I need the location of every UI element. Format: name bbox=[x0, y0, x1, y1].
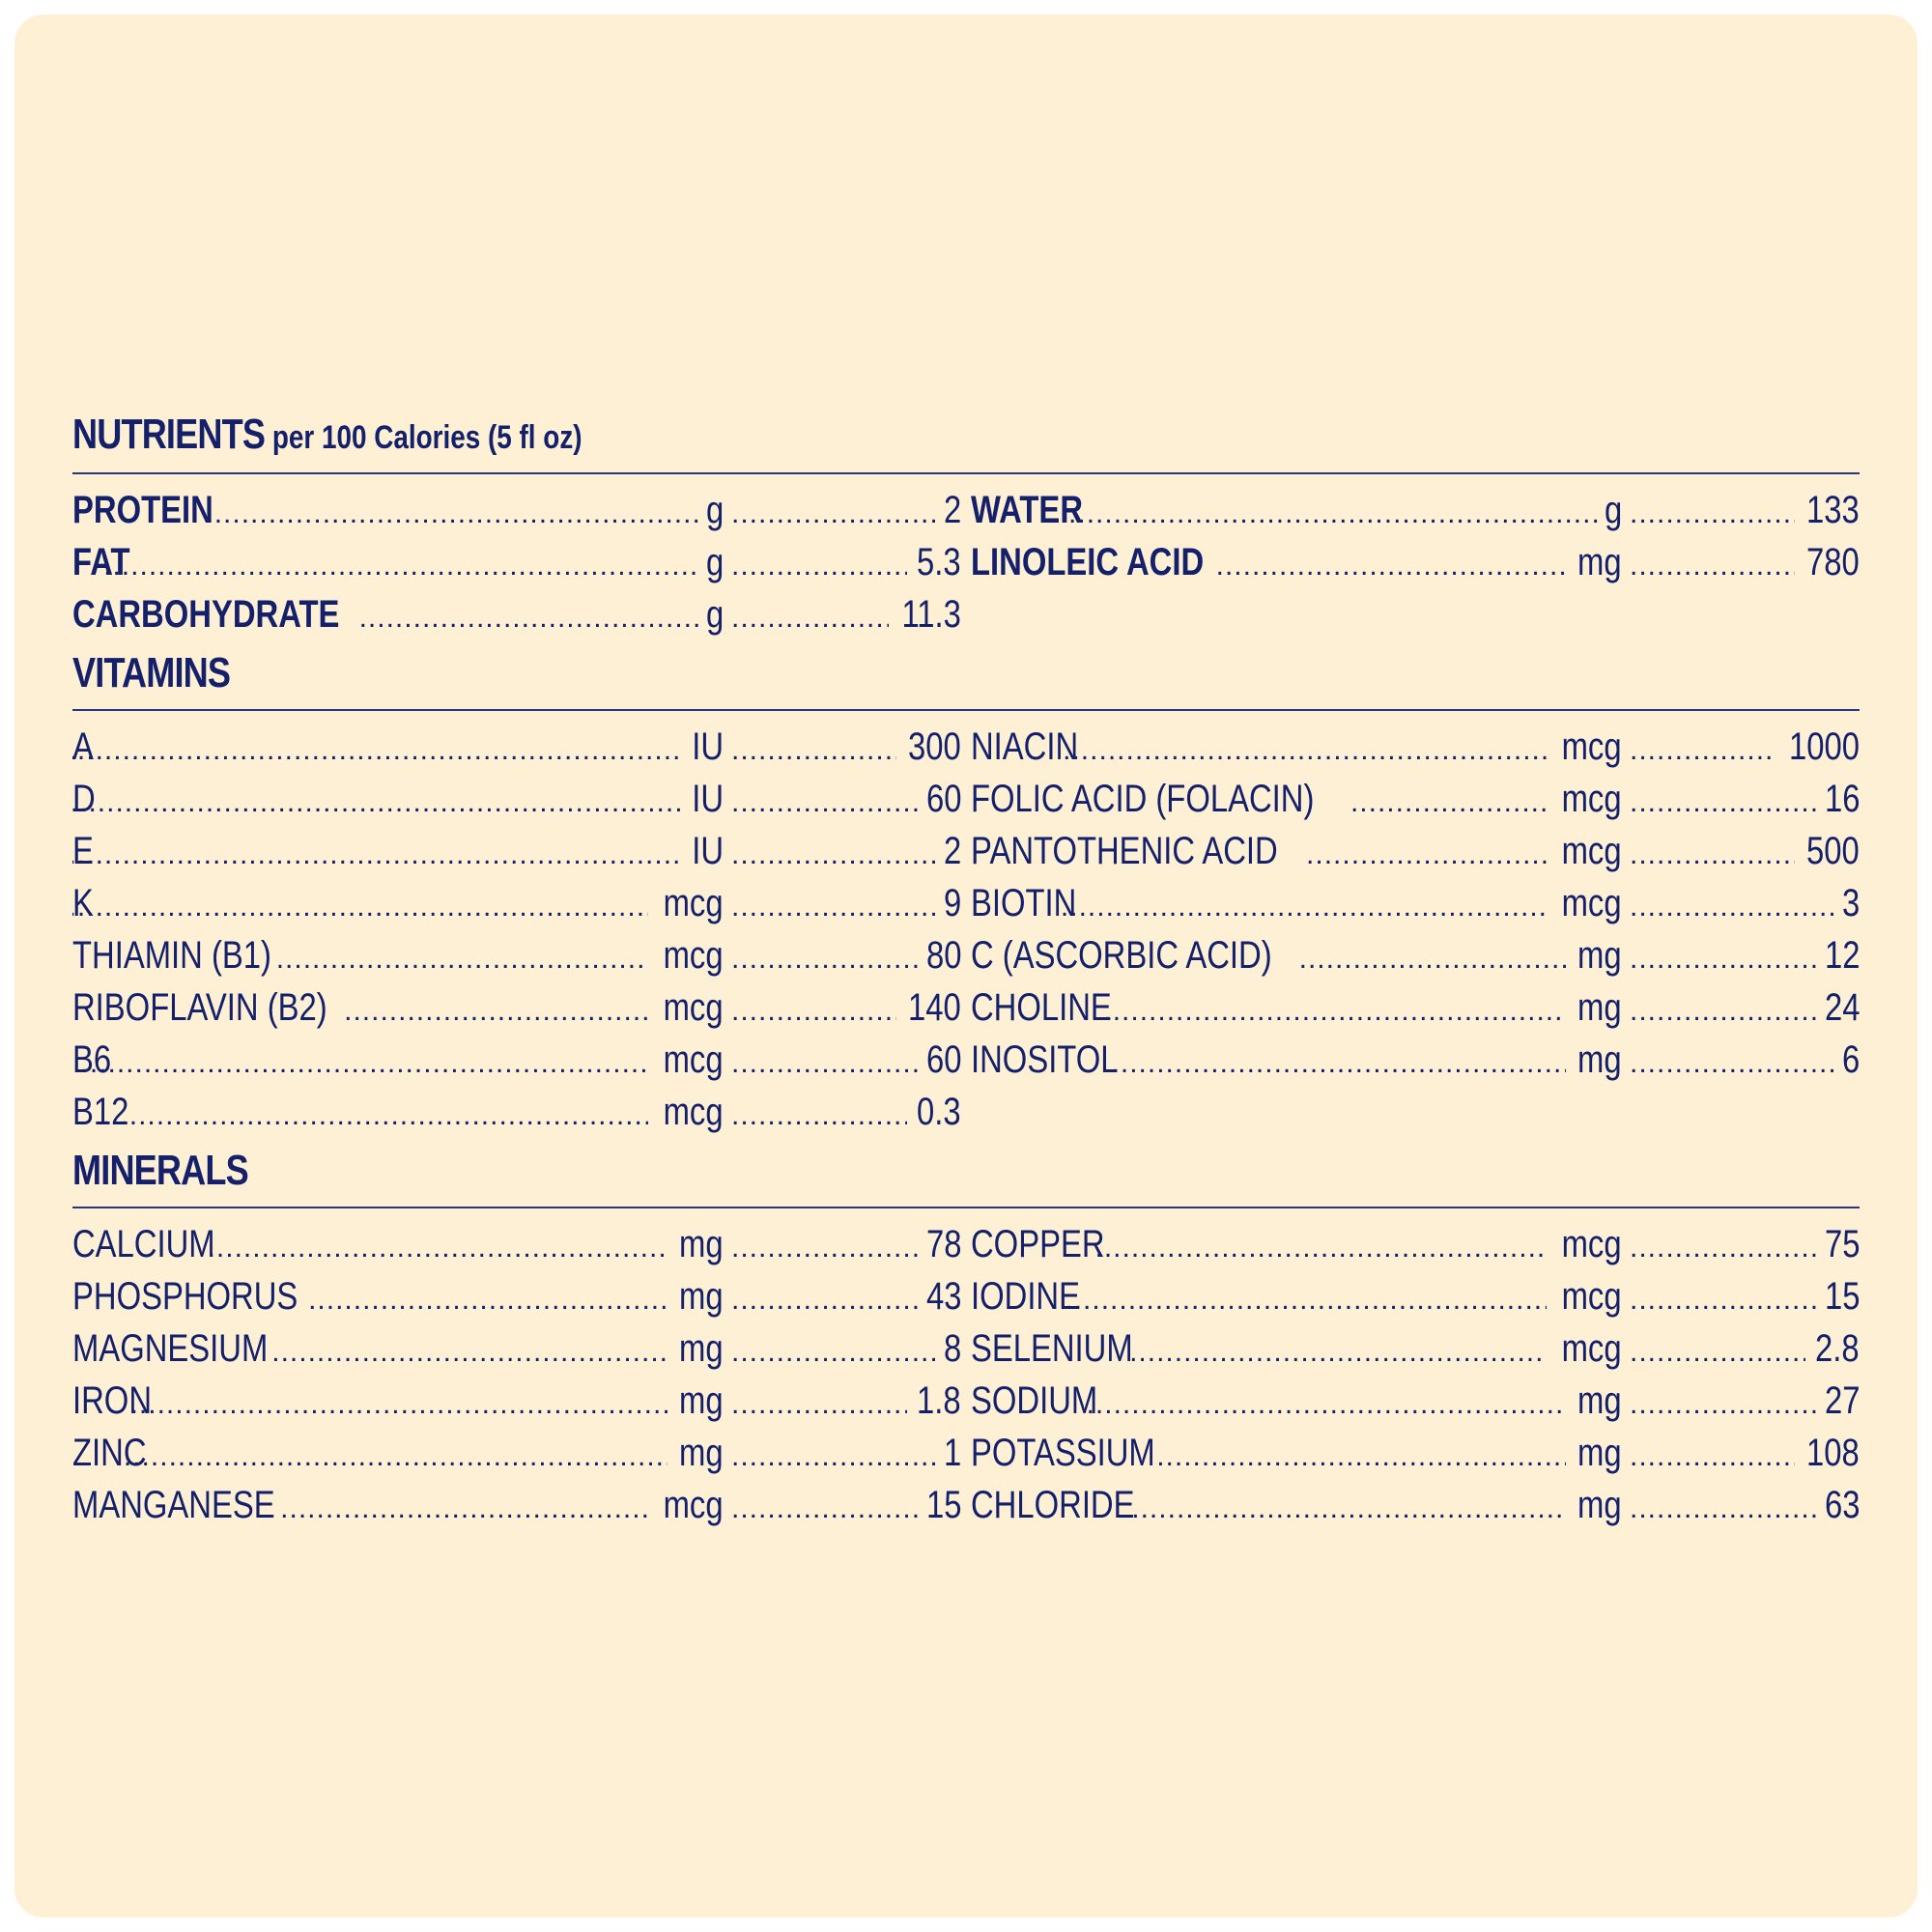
dot-leader bbox=[1112, 1047, 1567, 1080]
dot-leader bbox=[1350, 786, 1547, 819]
nutrient-name: WATER bbox=[971, 488, 1084, 531]
nutrient-unit: mg bbox=[679, 1222, 724, 1265]
minerals-grid bbox=[72, 1208, 1860, 1539]
dot-leader bbox=[276, 943, 649, 976]
nutrient-unit: mg bbox=[679, 1326, 724, 1370]
nutrient-name: K bbox=[72, 881, 94, 924]
dot-leader bbox=[1630, 1440, 1795, 1473]
nutrient-row bbox=[971, 773, 1860, 825]
dot-leader bbox=[344, 995, 648, 1028]
dot-leader bbox=[1156, 1440, 1566, 1473]
nutrient-unit: IU bbox=[692, 724, 724, 768]
vitamins-left-column bbox=[72, 721, 961, 1138]
dot-leader bbox=[1065, 1284, 1547, 1317]
nutrient-value: 43 bbox=[925, 1274, 961, 1318]
dot-leader bbox=[280, 1492, 648, 1525]
nutrient-unit: IU bbox=[692, 829, 724, 872]
nutrient-row bbox=[72, 1270, 961, 1322]
dot-leader bbox=[1630, 1492, 1817, 1525]
nutrient-name: FOLIC ACID (FOLACIN) bbox=[971, 777, 1315, 820]
dot-leader bbox=[1630, 497, 1795, 530]
nutrient-row bbox=[971, 981, 1860, 1034]
nutrient-name: PANTOTHENIC ACID bbox=[971, 829, 1278, 872]
nutrient-name: MANGANESE bbox=[72, 1483, 275, 1526]
dot-leader bbox=[731, 786, 919, 819]
nutrient-unit: mcg bbox=[1562, 777, 1622, 820]
nutrient-name: CARBOHYDRATE bbox=[72, 592, 340, 636]
nutrient-unit: mcg bbox=[664, 985, 724, 1029]
dot-leader bbox=[1630, 838, 1795, 871]
dot-leader bbox=[1630, 1388, 1817, 1421]
title-main: NUTRIENTS bbox=[72, 411, 266, 458]
nutrient-value: 108 bbox=[1806, 1431, 1860, 1474]
nutrient-row bbox=[72, 1427, 961, 1479]
nutrient-row bbox=[971, 1270, 1860, 1322]
table-title bbox=[72, 401, 1860, 474]
nutrient-value: 0.3 bbox=[917, 1090, 961, 1133]
minerals-right-column bbox=[971, 1218, 1860, 1531]
nutrient-unit: g bbox=[705, 592, 724, 636]
nutrient-value: 15 bbox=[1824, 1274, 1860, 1318]
nutrient-value: 8 bbox=[943, 1326, 961, 1370]
nutrient-value: 63 bbox=[1824, 1483, 1860, 1526]
nutrient-name: CHLORIDE bbox=[971, 1483, 1135, 1526]
dot-leader bbox=[1299, 943, 1567, 976]
dot-leader bbox=[1630, 943, 1817, 976]
dot-leader bbox=[1630, 995, 1817, 1028]
nutrient-unit: mg bbox=[1577, 985, 1622, 1029]
nutrient-row bbox=[72, 1034, 961, 1086]
nutrient-name: E bbox=[72, 829, 94, 872]
nutrient-row bbox=[72, 536, 961, 588]
dot-leader bbox=[731, 1284, 919, 1317]
dot-leader bbox=[731, 891, 940, 923]
nutrient-name: PHOSPHORUS bbox=[72, 1274, 298, 1318]
nutrient-row bbox=[72, 773, 961, 825]
dot-leader bbox=[81, 1047, 649, 1080]
dot-leader bbox=[731, 838, 940, 871]
nutrient-row bbox=[971, 484, 1860, 536]
nutrient-row bbox=[971, 1218, 1860, 1270]
nutrient-name: IRON bbox=[72, 1378, 152, 1422]
dot-leader bbox=[1216, 550, 1567, 582]
nutrient-row bbox=[971, 929, 1860, 981]
nutrient-value: 5.3 bbox=[917, 540, 961, 583]
nutrient-row bbox=[72, 484, 961, 536]
nutrient-value: 27 bbox=[1824, 1378, 1860, 1422]
nutrient-name: CALCIUM bbox=[72, 1222, 215, 1265]
nutrient-name: NIACIN bbox=[971, 724, 1079, 768]
macros-right-column bbox=[971, 484, 1860, 640]
nutrient-value: 2 bbox=[943, 488, 961, 531]
nutrient-name: SELENIUM bbox=[971, 1326, 1133, 1370]
nutrient-unit: mg bbox=[1577, 1037, 1622, 1081]
dot-leader bbox=[1103, 995, 1566, 1028]
dot-leader bbox=[731, 497, 940, 530]
nutrient-row bbox=[72, 825, 961, 877]
nutrient-table bbox=[72, 401, 1860, 1539]
nutrient-unit: mcg bbox=[664, 1483, 724, 1526]
nutrient-row bbox=[971, 825, 1860, 877]
nutrient-row bbox=[72, 981, 961, 1034]
nutrient-name: IODINE bbox=[971, 1274, 1080, 1318]
nutrient-name: LINOLEIC ACID bbox=[971, 540, 1205, 583]
nutrient-name: RIBOFLAVIN (B2) bbox=[72, 985, 327, 1029]
dot-leader bbox=[359, 602, 700, 635]
nutrient-row bbox=[971, 877, 1860, 929]
macros-left-column bbox=[72, 484, 961, 640]
dot-leader bbox=[731, 1440, 940, 1473]
nutrient-row bbox=[72, 588, 961, 640]
vitamins-heading: VITAMINS bbox=[72, 650, 1860, 711]
nutrient-unit: mcg bbox=[1562, 1222, 1622, 1265]
dot-leader bbox=[1095, 1232, 1548, 1264]
nutrient-name: CHOLINE bbox=[971, 985, 1112, 1029]
nutrient-value: 11.3 bbox=[901, 592, 961, 636]
nutrient-name: ZINC bbox=[72, 1431, 147, 1474]
nutrient-value: 24 bbox=[1824, 985, 1860, 1029]
dot-leader bbox=[731, 943, 919, 976]
nutrition-panel bbox=[14, 14, 1918, 1918]
dot-leader bbox=[1630, 786, 1817, 819]
nutrient-value: 780 bbox=[1806, 540, 1860, 583]
nutrient-row bbox=[72, 1375, 961, 1427]
nutrient-name: BIOTIN bbox=[971, 881, 1077, 924]
nutrient-row bbox=[971, 1322, 1860, 1375]
dot-leader bbox=[308, 1284, 668, 1317]
dot-leader bbox=[731, 1492, 919, 1525]
nutrient-name: A bbox=[72, 724, 94, 768]
nutrient-value: 500 bbox=[1806, 829, 1860, 872]
macros-grid bbox=[72, 474, 1860, 648]
dot-leader bbox=[1630, 550, 1795, 582]
nutrient-unit: mg bbox=[1577, 1483, 1622, 1526]
dot-leader bbox=[1630, 1232, 1817, 1264]
dot-leader bbox=[271, 1336, 668, 1369]
dot-leader bbox=[731, 1336, 940, 1369]
nutrient-value: 60 bbox=[925, 777, 961, 820]
title-subtitle: per 100 Calories (5 fl oz) bbox=[265, 419, 582, 456]
nutrient-unit: mg bbox=[1577, 1378, 1622, 1422]
nutrient-value: 1.8 bbox=[917, 1378, 961, 1422]
nutrient-unit: mcg bbox=[1562, 829, 1622, 872]
nutrient-value: 2.8 bbox=[1815, 1326, 1860, 1370]
dot-leader bbox=[72, 891, 648, 923]
dot-leader bbox=[1087, 1388, 1567, 1421]
nutrient-unit: mcg bbox=[1562, 1274, 1622, 1318]
dot-leader bbox=[130, 1388, 668, 1421]
nutrient-value: 133 bbox=[1806, 488, 1860, 531]
nutrient-row bbox=[72, 929, 961, 981]
nutrient-name: D bbox=[72, 777, 96, 820]
dot-leader bbox=[72, 786, 683, 819]
nutrient-name: COPPER bbox=[971, 1222, 1105, 1265]
dot-leader bbox=[731, 1047, 919, 1080]
dot-leader bbox=[1068, 497, 1599, 530]
dot-leader bbox=[731, 995, 896, 1028]
nutrient-unit: mg bbox=[679, 1431, 724, 1474]
nutrient-value: 140 bbox=[908, 985, 961, 1029]
nutrient-unit: g bbox=[705, 488, 724, 531]
nutrient-row bbox=[971, 1479, 1860, 1531]
dot-leader bbox=[1129, 1336, 1547, 1369]
nutrient-value: 1000 bbox=[1789, 724, 1860, 768]
dot-leader bbox=[1131, 1492, 1566, 1525]
dot-leader bbox=[102, 1099, 649, 1132]
nutrient-row bbox=[971, 536, 1860, 588]
nutrient-unit: mg bbox=[1577, 933, 1622, 977]
nutrient-row bbox=[72, 1086, 961, 1138]
minerals-left-column bbox=[72, 1218, 961, 1531]
nutrient-name: POTASSIUM bbox=[971, 1431, 1155, 1474]
nutrient-unit: mcg bbox=[664, 933, 724, 977]
nutrient-row bbox=[971, 1427, 1860, 1479]
nutrient-value: 300 bbox=[908, 724, 961, 768]
nutrient-value: 15 bbox=[925, 1483, 961, 1526]
dot-leader bbox=[1630, 1284, 1817, 1317]
nutrient-row bbox=[72, 1218, 961, 1270]
nutrient-value: 12 bbox=[1824, 933, 1860, 977]
nutrient-unit: IU bbox=[692, 777, 724, 820]
nutrient-unit: mcg bbox=[1562, 881, 1622, 924]
dot-leader bbox=[731, 1099, 907, 1132]
nutrient-name: C (ASCORBIC ACID) bbox=[971, 933, 1272, 977]
dot-leader bbox=[1063, 734, 1547, 767]
nutrient-row bbox=[971, 1034, 1860, 1086]
nutrient-value: 2 bbox=[943, 829, 961, 872]
nutrient-value: 9 bbox=[943, 881, 961, 924]
dot-leader bbox=[1630, 1336, 1805, 1369]
nutrient-value: 78 bbox=[925, 1222, 961, 1265]
dot-leader bbox=[1630, 734, 1774, 767]
dot-leader bbox=[1630, 891, 1838, 923]
nutrient-unit: g bbox=[1604, 488, 1622, 531]
nutrient-name: MAGNESIUM bbox=[72, 1326, 269, 1370]
dot-leader bbox=[124, 1440, 668, 1473]
nutrient-name: THIAMIN (B1) bbox=[72, 933, 271, 977]
nutrient-unit: mg bbox=[1577, 540, 1622, 583]
nutrient-value: 3 bbox=[1841, 881, 1860, 924]
dot-leader bbox=[731, 734, 896, 767]
nutrient-value: 75 bbox=[1824, 1222, 1860, 1265]
nutrient-unit: mg bbox=[679, 1378, 724, 1422]
dot-leader bbox=[1306, 838, 1547, 871]
nutrient-unit: mcg bbox=[664, 1090, 724, 1133]
dot-leader bbox=[1630, 1047, 1838, 1080]
nutrient-unit: mcg bbox=[1562, 724, 1622, 768]
nutrient-row bbox=[72, 1479, 961, 1531]
nutrient-name: B6 bbox=[72, 1037, 112, 1081]
nutrient-name: FAT bbox=[72, 540, 130, 583]
dot-leader bbox=[72, 838, 683, 871]
nutrient-value: 60 bbox=[925, 1037, 961, 1081]
dot-leader bbox=[72, 734, 683, 767]
dot-leader bbox=[205, 497, 699, 530]
dot-leader bbox=[1061, 891, 1548, 923]
dot-leader bbox=[208, 1232, 668, 1264]
nutrient-row bbox=[72, 721, 961, 773]
nutrient-unit: mg bbox=[679, 1274, 724, 1318]
nutrient-name: SODIUM bbox=[971, 1378, 1098, 1422]
nutrient-unit: mg bbox=[1577, 1431, 1622, 1474]
nutrient-row bbox=[72, 1322, 961, 1375]
nutrient-unit: mcg bbox=[664, 881, 724, 924]
nutrient-unit: mcg bbox=[664, 1037, 724, 1081]
vitamins-grid bbox=[72, 711, 1860, 1146]
nutrient-unit: g bbox=[705, 540, 724, 583]
minerals-heading: MINERALS bbox=[72, 1148, 1860, 1208]
nutrient-unit: mcg bbox=[1562, 1326, 1622, 1370]
nutrient-name: PROTEIN bbox=[72, 488, 213, 531]
dot-leader bbox=[731, 1388, 907, 1421]
nutrient-row bbox=[72, 877, 961, 929]
dot-leader bbox=[731, 550, 907, 582]
nutrient-value: 16 bbox=[1824, 777, 1860, 820]
nutrient-name: B12 bbox=[72, 1090, 129, 1133]
nutrient-value: 1 bbox=[943, 1431, 961, 1474]
nutrient-value: 80 bbox=[925, 933, 961, 977]
nutrient-name: INOSITOL bbox=[971, 1037, 1119, 1081]
vitamins-right-column bbox=[971, 721, 1860, 1138]
nutrient-row bbox=[971, 721, 1860, 773]
nutrient-row bbox=[971, 1375, 1860, 1427]
dot-leader bbox=[731, 1232, 919, 1264]
dot-leader bbox=[731, 602, 889, 635]
dot-leader bbox=[103, 550, 700, 582]
nutrient-value: 6 bbox=[1841, 1037, 1860, 1081]
